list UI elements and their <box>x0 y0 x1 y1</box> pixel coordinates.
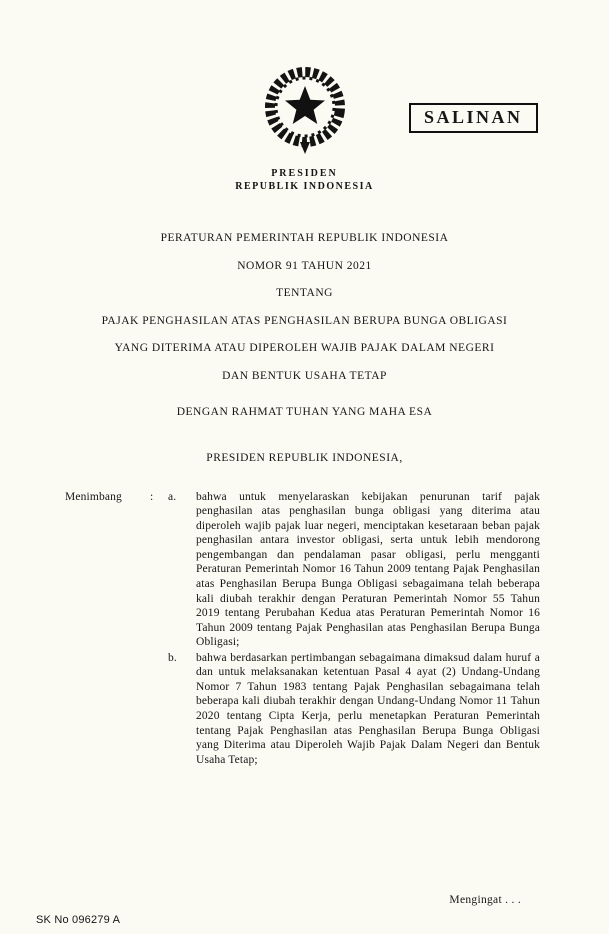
salinan-stamp-label: SALINAN <box>424 107 523 127</box>
title-block <box>0 231 609 465</box>
regulation-number: NOMOR 91 TAHUN 2021 <box>237 259 372 272</box>
letterhead-republik-indonesia: REPUBLIK INDONESIA <box>235 181 374 192</box>
invocation-line: DENGAN RAHMAT TUHAN YANG MAHA ESA <box>176 405 433 418</box>
presidential-seal-icon <box>257 62 353 163</box>
considerations-row <box>65 490 540 768</box>
subject-line-2: YANG DITERIMA ATAU DIPEROLEH WAJIB PAJAK DALAM NEGERI <box>114 342 495 354</box>
page-continuation-catchword: Mengingat . . . <box>449 894 521 906</box>
subject-line-3: DAN BENTUK USAHA TETAP <box>222 369 387 382</box>
authority-line: PRESIDEN REPUBLIK INDONESIA, <box>206 451 403 464</box>
item-b-marker: b. <box>168 651 177 664</box>
salinan-stamp <box>409 103 538 133</box>
letterhead <box>0 167 609 193</box>
subject-line-1: PAJAK PENGHASILAN ATAS PENGHASILAN BERUPA BUNGA OBLIGASI <box>101 314 508 327</box>
letterhead-presiden: PRESIDEN <box>271 168 338 179</box>
consideration-item-a <box>168 490 540 651</box>
emblem-container <box>0 0 609 163</box>
item-b-text: bahwa berdasarkan pertimbangan sebagaimana dimaksud dalam huruf a dan untuk melaksanakan ketentuan Pasal 4 ayat (2) Undang-Undang Nomor 7 Tahun 1983 tentang Pajak Penghasilan sebagaimana telah beberapa kali diubah terakhir dengan Undang-Undang Nomor 11 Tahun 2020 tentang Cipta Kerja, perlu menetapkan Peraturan Pemerintah tentang Pajak Penghasilan atas Penghasilan Berupa Bunga Obligasi yang Diterima atau Diperoleh Wajib Pajak Dalam Negeri dan Bentuk Usaha Tetap; <box>196 651 540 766</box>
item-a-marker: a. <box>168 490 177 503</box>
document-control-code: SK No 096279 A <box>36 914 121 926</box>
item-a-text: bahwa untuk menyelaraskan kebijakan penurunan tarif pajak penghasilan atas penghasilan bunga obligasi yang diterima atau diperoleh wajib pajak luar negeri, menciptakan kesetaraan beban pajak penghasilan antara investor obligasi, serta untuk lebih mendorong pengembangan dan pendalaman pasar obligasi, perlu mengganti Peraturan Pemerintah Nomor 16 Tahun 2009 tentang Pajak Penghasilan atas Penghasilan Berupa Bunga Obligasi sebagaimana telah beberapa kali diubah terakhir dengan Peraturan Pemerintah Nomor 55 Tahun 2019 tentang Perubahan Kedua atas Peraturan Pemerintah Nomor 16 Tahun 2009 tentang Pajak Penghasilan atas Penghasilan Berupa Bunga Obligasi; <box>196 490 540 649</box>
menimbang-label: Menimbang <box>65 490 122 503</box>
menimbang-colon: : <box>150 490 154 503</box>
considerations-list <box>168 490 540 768</box>
tentang-label: TENTANG <box>276 287 333 299</box>
consideration-item-b <box>168 651 540 768</box>
considerations-section <box>0 490 609 768</box>
regulation-title: PERATURAN PEMERINTAH REPUBLIK INDONESIA <box>160 232 449 244</box>
